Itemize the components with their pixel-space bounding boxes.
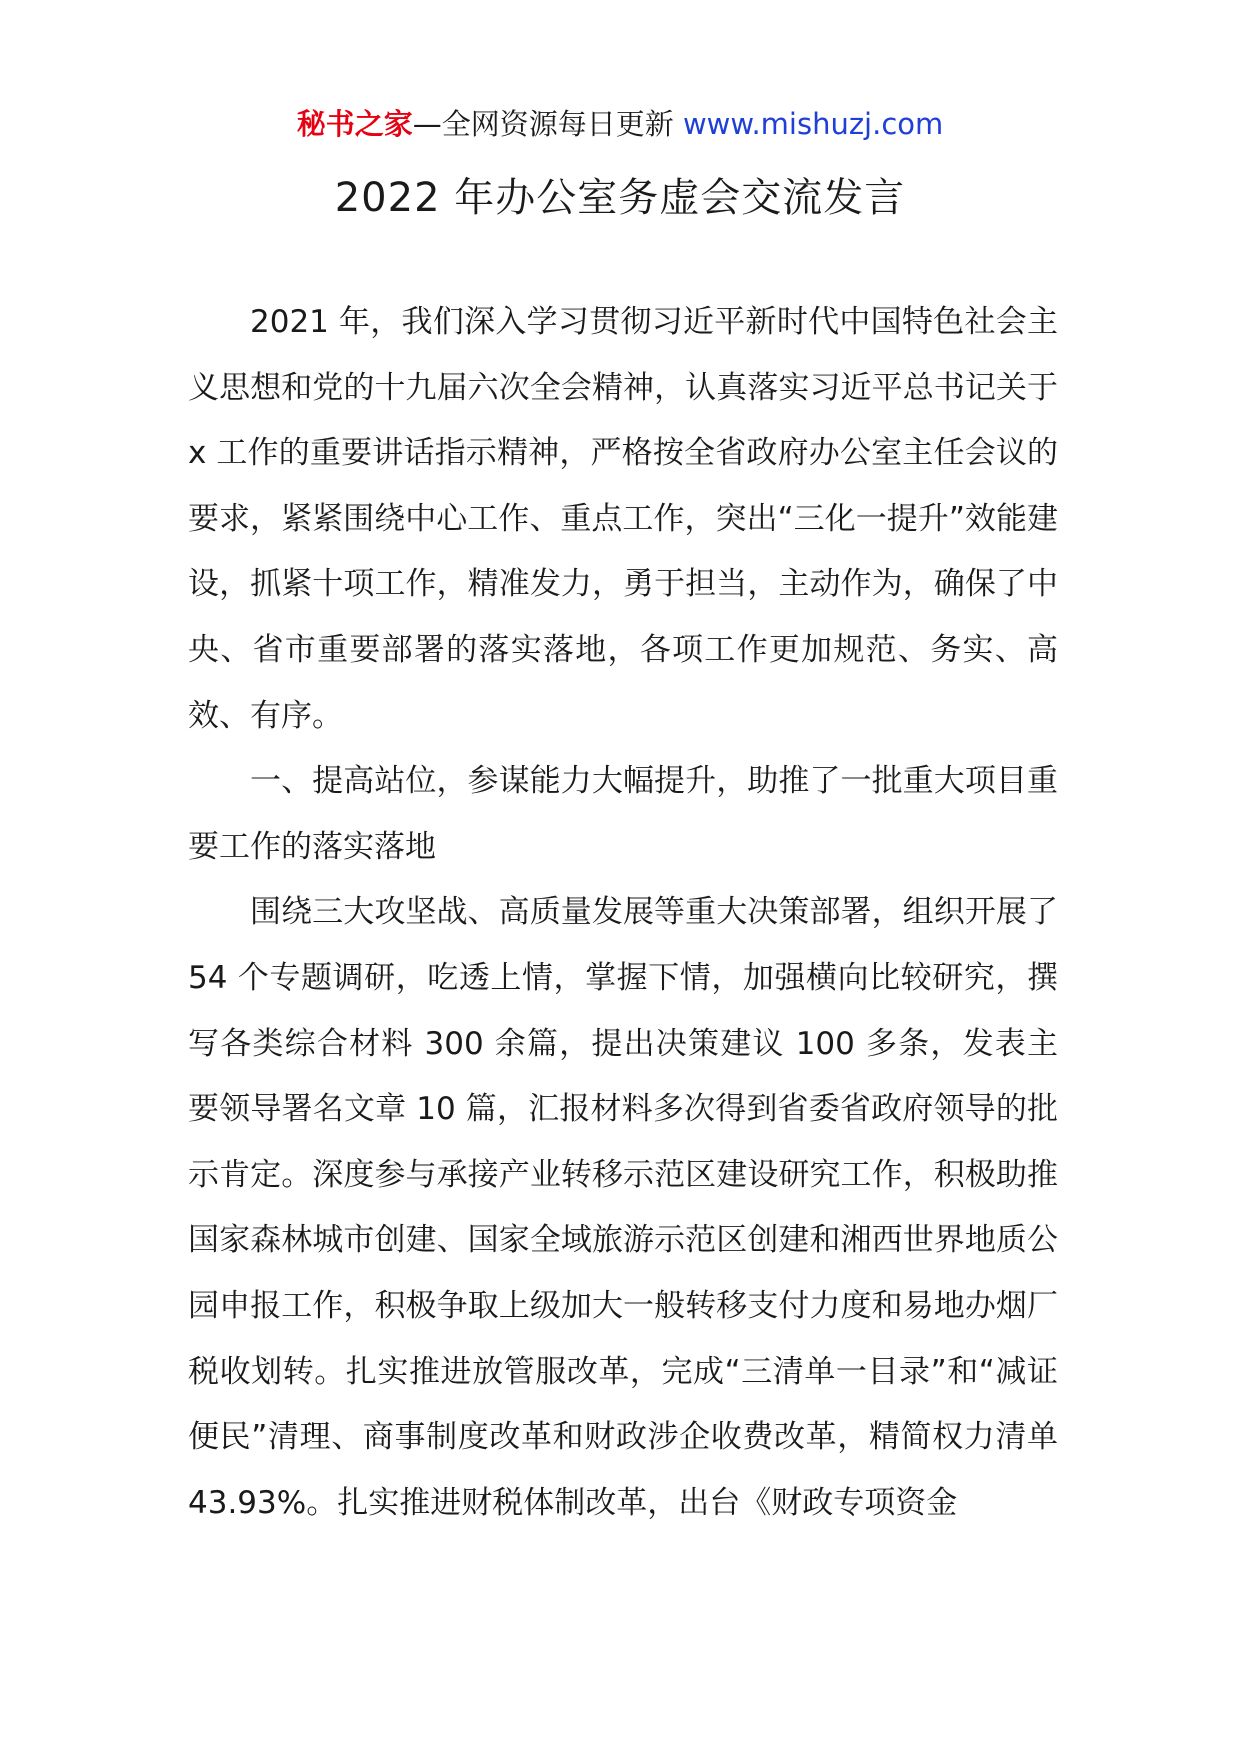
site-header xyxy=(0,104,1240,144)
document-title: 2022 年办公室务虚会交流发言 xyxy=(334,175,906,221)
header-tagline: —全网资源每日更新 xyxy=(412,107,683,141)
document-body xyxy=(188,290,1058,1536)
intro-paragraph: 2021 年，我们深入学习贯彻习近平新时代中国特色社会主义思想和党的十九届六次全会精神，认真落实习近平总书记关于 x 工作的重要讲话指示精神，严格按全省政府办公室主任会议的要求，紧紧围绕中心工作、重点工作，突出“三化一提升”效能建设，抓紧十项工作，精准发力，勇于担当，主动作为，确保了中央、省市重要部署的落实落地，各项工作更加规范、务实、高效、有序。 xyxy=(188,304,1058,734)
site-url-link[interactable]: www.mishuzj.com xyxy=(682,107,944,141)
brand-name: 秘书之家 xyxy=(296,107,413,141)
body-paragraph: 围绕三大攻坚战、高质量发展等重大决策部署，组织开展了 54 个专题调研，吃透上情，掌握下情，加强横向比较研究，撰写各类综合材料 300 余篇，提出决策建议 100 多条，发表主要领导署名文章 10 篇，汇报材料多次得到省委省政府领导的批示肯定。深度参与承接产业转移示范区建设研究工作，积极助推国家森林城市创建、国家全域旅游示范区创建和湘西世界地质公园申报工作，积极争取上级加大一般转移支付力度和易地办烟厂税收划转。扎实推进放管服改革，完成“三清单一目录”和“减证便民”清理、商事制度改革和财政涉企收费改革，精简权力清单 43.93%。扎实推进财税体制改革，出台《财政专项资金 xyxy=(188,894,1058,1521)
section-heading: 一、提高站位，参谋能力大幅提升，助推了一批重大项目重要工作的落实落地 xyxy=(188,763,1058,865)
